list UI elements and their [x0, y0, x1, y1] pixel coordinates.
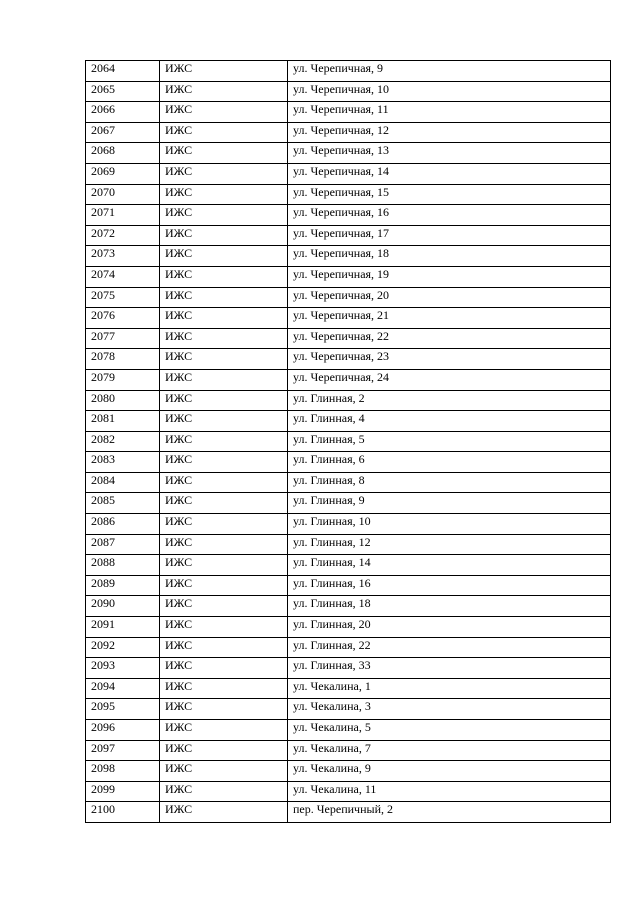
building-type-cell: ИЖС — [160, 246, 288, 267]
table-row — [86, 761, 611, 782]
address-cell: ул. Чекалина, 5 — [288, 720, 611, 741]
row-number-cell: 2097 — [86, 740, 160, 761]
building-type-cell: ИЖС — [160, 678, 288, 699]
row-number-cell: 2089 — [86, 575, 160, 596]
address-cell: ул. Черепичная, 12 — [288, 122, 611, 143]
table-row — [86, 266, 611, 287]
address-cell: ул. Глинная, 2 — [288, 390, 611, 411]
table-row — [86, 328, 611, 349]
address-cell: ул. Глинная, 18 — [288, 596, 611, 617]
table-row — [86, 699, 611, 720]
table-row — [86, 472, 611, 493]
row-number-cell: 2099 — [86, 781, 160, 802]
address-cell: ул. Черепичная, 23 — [288, 349, 611, 370]
address-cell: ул. Чекалина, 9 — [288, 761, 611, 782]
table-row — [86, 184, 611, 205]
row-number-cell: 2065 — [86, 81, 160, 102]
building-type-cell: ИЖС — [160, 81, 288, 102]
address-cell: ул. Глинная, 12 — [288, 534, 611, 555]
table-row — [86, 431, 611, 452]
building-type-cell: ИЖС — [160, 802, 288, 823]
building-type-cell: ИЖС — [160, 225, 288, 246]
address-cell: ул. Глинная, 8 — [288, 472, 611, 493]
address-cell: ул. Глинная, 4 — [288, 411, 611, 432]
table-row — [86, 81, 611, 102]
address-cell: ул. Глинная, 33 — [288, 658, 611, 679]
row-number-cell: 2078 — [86, 349, 160, 370]
building-type-cell: ИЖС — [160, 349, 288, 370]
building-type-cell: ИЖС — [160, 205, 288, 226]
row-number-cell: 2066 — [86, 102, 160, 123]
address-cell: ул. Глинная, 6 — [288, 452, 611, 473]
row-number-cell: 2081 — [86, 411, 160, 432]
row-number-cell: 2095 — [86, 699, 160, 720]
table-row — [86, 308, 611, 329]
building-type-cell: ИЖС — [160, 452, 288, 473]
row-number-cell: 2082 — [86, 431, 160, 452]
row-number-cell: 2085 — [86, 493, 160, 514]
building-type-cell: ИЖС — [160, 781, 288, 802]
address-cell: ул. Черепичная, 18 — [288, 246, 611, 267]
building-type-cell: ИЖС — [160, 493, 288, 514]
address-cell: ул. Глинная, 10 — [288, 514, 611, 535]
row-number-cell: 2092 — [86, 637, 160, 658]
row-number-cell: 2079 — [86, 369, 160, 390]
address-cell: ул. Черепичная, 14 — [288, 163, 611, 184]
building-type-cell: ИЖС — [160, 122, 288, 143]
table-row — [86, 802, 611, 823]
address-cell: ул. Черепичная, 13 — [288, 143, 611, 164]
address-cell: ул. Чекалина, 11 — [288, 781, 611, 802]
address-cell: ул. Чекалина, 3 — [288, 699, 611, 720]
row-number-cell: 2094 — [86, 678, 160, 699]
address-cell: ул. Черепичная, 11 — [288, 102, 611, 123]
table-row — [86, 514, 611, 535]
building-type-cell: ИЖС — [160, 658, 288, 679]
table-row — [86, 246, 611, 267]
building-type-cell: ИЖС — [160, 143, 288, 164]
row-number-cell: 2080 — [86, 390, 160, 411]
table-row — [86, 225, 611, 246]
table-row — [86, 61, 611, 82]
row-number-cell: 2091 — [86, 617, 160, 638]
address-cell: ул. Глинная, 20 — [288, 617, 611, 638]
address-cell: ул. Черепичная, 15 — [288, 184, 611, 205]
address-cell: ул. Черепичная, 21 — [288, 308, 611, 329]
building-type-cell: ИЖС — [160, 740, 288, 761]
address-cell: ул. Черепичная, 9 — [288, 61, 611, 82]
table-row — [86, 658, 611, 679]
address-cell: пер. Черепичный, 2 — [288, 802, 611, 823]
address-cell: ул. Глинная, 5 — [288, 431, 611, 452]
table-row — [86, 122, 611, 143]
building-type-cell: ИЖС — [160, 102, 288, 123]
address-cell: ул. Глинная, 22 — [288, 637, 611, 658]
table-row — [86, 143, 611, 164]
row-number-cell: 2068 — [86, 143, 160, 164]
building-type-cell: ИЖС — [160, 61, 288, 82]
address-cell: ул. Черепичная, 17 — [288, 225, 611, 246]
building-type-cell: ИЖС — [160, 575, 288, 596]
table-row — [86, 678, 611, 699]
address-cell: ул. Черепичная, 16 — [288, 205, 611, 226]
table-row — [86, 617, 611, 638]
table-row — [86, 596, 611, 617]
address-cell: ул. Чекалина, 1 — [288, 678, 611, 699]
building-type-cell: ИЖС — [160, 637, 288, 658]
row-number-cell: 2090 — [86, 596, 160, 617]
building-type-cell: ИЖС — [160, 699, 288, 720]
row-number-cell: 2086 — [86, 514, 160, 535]
row-number-cell: 2093 — [86, 658, 160, 679]
row-number-cell: 2071 — [86, 205, 160, 226]
table-row — [86, 720, 611, 741]
row-number-cell: 2100 — [86, 802, 160, 823]
row-number-cell: 2077 — [86, 328, 160, 349]
table-row — [86, 555, 611, 576]
building-type-cell: ИЖС — [160, 163, 288, 184]
row-number-cell: 2076 — [86, 308, 160, 329]
address-cell: ул. Глинная, 16 — [288, 575, 611, 596]
building-type-cell: ИЖС — [160, 287, 288, 308]
building-type-cell: ИЖС — [160, 761, 288, 782]
building-type-cell: ИЖС — [160, 369, 288, 390]
table-row — [86, 534, 611, 555]
table-row — [86, 163, 611, 184]
address-cell: ул. Чекалина, 7 — [288, 740, 611, 761]
building-type-cell: ИЖС — [160, 266, 288, 287]
row-number-cell: 2098 — [86, 761, 160, 782]
building-type-cell: ИЖС — [160, 184, 288, 205]
table-row — [86, 287, 611, 308]
row-number-cell: 2073 — [86, 246, 160, 267]
building-type-cell: ИЖС — [160, 555, 288, 576]
row-number-cell: 2083 — [86, 452, 160, 473]
building-type-cell: ИЖС — [160, 720, 288, 741]
building-type-cell: ИЖС — [160, 534, 288, 555]
building-type-cell: ИЖС — [160, 390, 288, 411]
row-number-cell: 2067 — [86, 122, 160, 143]
address-cell: ул. Черепичная, 19 — [288, 266, 611, 287]
row-number-cell: 2084 — [86, 472, 160, 493]
address-cell: ул. Глинная, 9 — [288, 493, 611, 514]
table-row — [86, 390, 611, 411]
building-type-cell: ИЖС — [160, 328, 288, 349]
address-cell: ул. Черепичная, 24 — [288, 369, 611, 390]
address-table-body — [86, 61, 611, 823]
address-cell: ул. Глинная, 14 — [288, 555, 611, 576]
row-number-cell: 2075 — [86, 287, 160, 308]
building-type-cell: ИЖС — [160, 514, 288, 535]
row-number-cell: 2088 — [86, 555, 160, 576]
row-number-cell: 2072 — [86, 225, 160, 246]
address-cell: ул. Черепичная, 10 — [288, 81, 611, 102]
table-row — [86, 349, 611, 370]
row-number-cell: 2074 — [86, 266, 160, 287]
address-cell: ул. Черепичная, 20 — [288, 287, 611, 308]
building-type-cell: ИЖС — [160, 411, 288, 432]
row-number-cell: 2070 — [86, 184, 160, 205]
table-row — [86, 781, 611, 802]
row-number-cell: 2087 — [86, 534, 160, 555]
table-row — [86, 102, 611, 123]
building-type-cell: ИЖС — [160, 431, 288, 452]
building-type-cell: ИЖС — [160, 617, 288, 638]
table-row — [86, 637, 611, 658]
table-row — [86, 369, 611, 390]
table-row — [86, 411, 611, 432]
row-number-cell: 2096 — [86, 720, 160, 741]
row-number-cell: 2064 — [86, 61, 160, 82]
table-row — [86, 575, 611, 596]
table-row — [86, 452, 611, 473]
table-row — [86, 740, 611, 761]
building-type-cell: ИЖС — [160, 308, 288, 329]
table-row — [86, 205, 611, 226]
address-cell: ул. Черепичная, 22 — [288, 328, 611, 349]
building-type-cell: ИЖС — [160, 596, 288, 617]
table-row — [86, 493, 611, 514]
address-table — [85, 60, 611, 823]
building-type-cell: ИЖС — [160, 472, 288, 493]
row-number-cell: 2069 — [86, 163, 160, 184]
